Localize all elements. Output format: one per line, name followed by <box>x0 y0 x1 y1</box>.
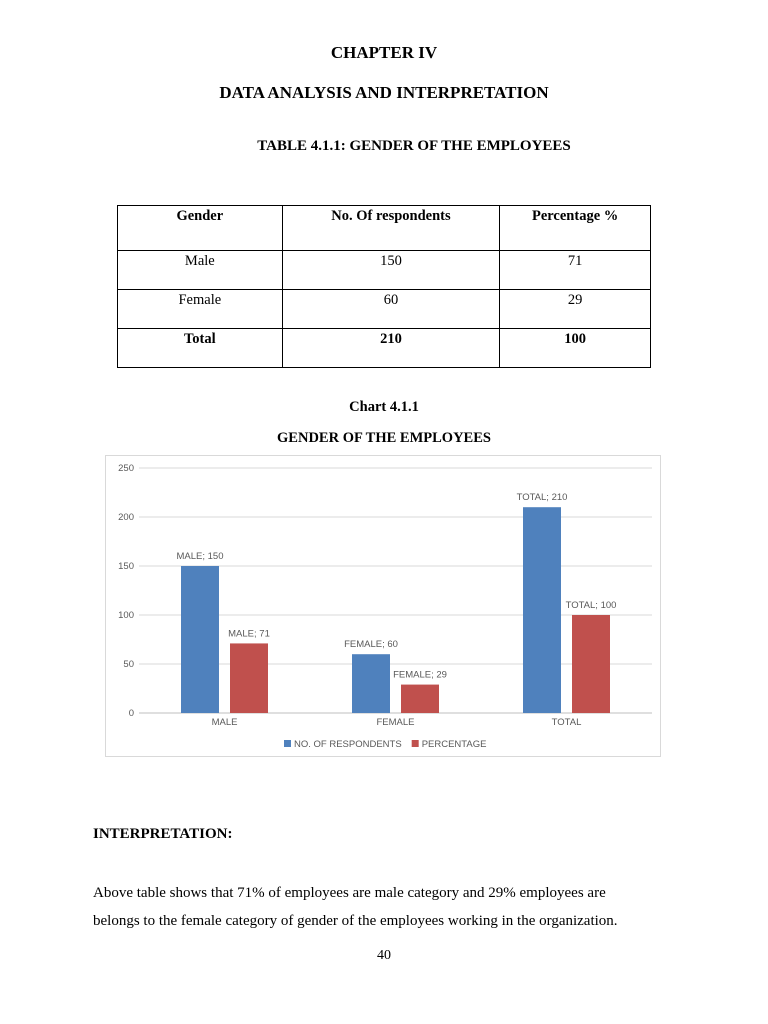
chapter-heading: CHAPTER IV <box>330 43 438 62</box>
data-label: FEMALE; 29 <box>393 669 447 681</box>
x-tick-label: FEMALE <box>376 717 415 728</box>
bar <box>572 615 610 713</box>
legend-swatch <box>412 740 419 747</box>
table-header-gender: Gender <box>118 206 283 251</box>
bar <box>352 654 390 713</box>
data-label: TOTAL; 100 <box>565 600 617 611</box>
interpretation-title: INTERPRETATION: <box>93 826 233 842</box>
table-cell: Male <box>118 251 283 290</box>
chart-number: Chart 4.1.1 <box>349 399 419 415</box>
table-header-respondents: No. Of respondents <box>282 206 500 251</box>
table-cell: 100 <box>500 329 651 368</box>
table-cell: 71 <box>500 251 651 290</box>
y-tick-label: 100 <box>118 610 134 621</box>
chart-title: GENDER OF THE EMPLOYEES <box>277 430 491 446</box>
section-heading: DATA ANALYSIS AND INTERPRETATION <box>219 83 549 102</box>
table-cell: Total <box>118 329 283 368</box>
data-label: MALE; 150 <box>176 551 224 562</box>
table-cell: 150 <box>282 251 500 290</box>
y-tick-label: 250 <box>118 463 134 474</box>
y-tick-label: 150 <box>118 561 134 572</box>
legend-label: PERCENTAGE <box>421 739 487 750</box>
interpretation-line: belongs to the female category of gender of the employees working in the organization. <box>93 913 618 929</box>
x-tick-label: TOTAL <box>551 717 582 728</box>
x-tick-label: MALE <box>211 717 238 728</box>
gender-table <box>117 205 651 368</box>
interpretation-line: Above table shows that 71% of employees are male category and 29% employees are <box>93 885 606 901</box>
interpretation-body <box>93 879 693 935</box>
table-header-percentage: Percentage % <box>500 206 651 251</box>
table-title: TABLE 4.1.1: GENDER OF THE EMPLOYEES <box>257 138 571 154</box>
table-cell: Female <box>118 290 283 329</box>
table-cell: 29 <box>500 290 651 329</box>
bar <box>523 507 561 713</box>
table-row <box>118 251 651 290</box>
y-tick-label: 200 <box>118 512 134 523</box>
data-label: MALE; 71 <box>228 628 270 640</box>
bar <box>401 685 439 713</box>
chart-frame <box>105 455 661 757</box>
page-number: 40 <box>377 948 391 963</box>
legend-swatch <box>284 740 291 747</box>
bar <box>181 566 219 713</box>
y-tick-label: 50 <box>123 659 134 670</box>
y-tick-label: 0 <box>128 708 134 719</box>
data-label: FEMALE; 60 <box>344 639 398 651</box>
bar-chart <box>106 456 660 756</box>
table-cell: 60 <box>282 290 500 329</box>
table-row <box>118 290 651 329</box>
table-row-total <box>118 329 651 368</box>
bar <box>230 643 268 713</box>
legend-label: NO. OF RESPONDENTS <box>294 739 402 750</box>
table-header-row <box>118 206 651 251</box>
data-label: TOTAL; 210 <box>516 492 568 504</box>
table-cell: 210 <box>282 329 500 368</box>
